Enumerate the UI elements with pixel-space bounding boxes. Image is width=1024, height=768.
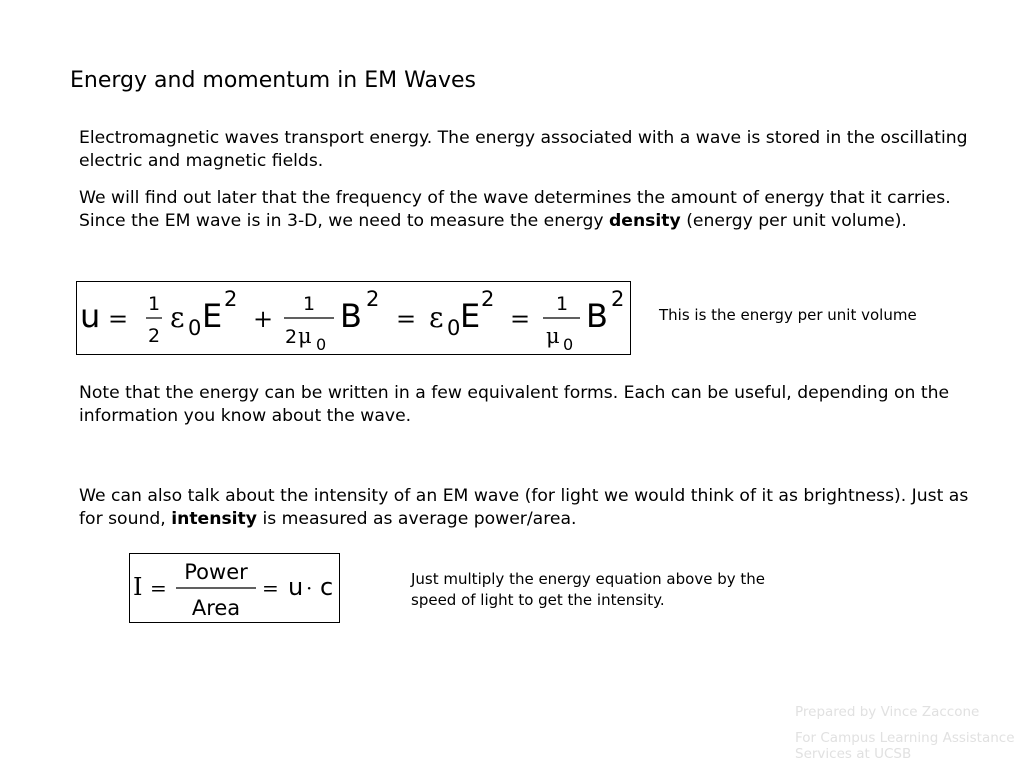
int-equals-2: = xyxy=(262,576,279,600)
int-c: c xyxy=(320,573,334,601)
frac3-numerator: 1 xyxy=(555,293,569,315)
eq-u: u xyxy=(80,297,101,335)
intensity-equation xyxy=(129,553,340,623)
frac2-mu: μ xyxy=(298,324,312,348)
eq-B-exponent-2: 2 xyxy=(611,287,625,311)
eq-E-exponent-2: 2 xyxy=(481,287,495,311)
frac1-numerator: 1 xyxy=(147,293,161,315)
frac2-coefficient: 2 xyxy=(285,326,298,348)
int-I: I xyxy=(133,573,143,601)
eq-equals-3: = xyxy=(510,305,531,333)
int-u: u xyxy=(288,573,304,601)
energy-density-equation xyxy=(76,281,631,355)
frac2-numerator: 1 xyxy=(302,293,316,315)
int-equals-1: = xyxy=(150,576,167,600)
energy-density-text-start: We will find out later that the frequency of the wave determines the amount of energy that it carries. Since the EM wave is in 3-D, we need to measure the energy xyxy=(79,188,951,231)
eq-E-exponent-1: 2 xyxy=(224,287,238,311)
int-numerator: Power xyxy=(184,560,248,584)
equivalent-forms-paragraph: Note that the energy can be written in a few equivalent forms. Each can be useful, depending on the information you know about the wave. xyxy=(79,383,950,426)
intensity-text-start: We can also talk about the intensity of an EM wave (for light we would think of it as brightness). Just as for sound, xyxy=(79,486,969,529)
frac3-mu: μ xyxy=(546,324,560,348)
eq-B-2: B xyxy=(586,297,608,335)
eq-epsilon-sub-1: 0 xyxy=(188,316,202,340)
eq-plus: + xyxy=(253,305,274,333)
intensity-emphasis: intensity xyxy=(171,509,257,529)
eq-E-1: E xyxy=(202,297,223,335)
eq-equals-1: = xyxy=(108,305,129,333)
footer-author: Prepared by Vince Zaccone xyxy=(795,704,980,720)
intensity-equation-note: Just multiply the energy equation above by the speed of light to get the intensity. xyxy=(411,570,765,609)
eq-equals-2: = xyxy=(396,305,417,333)
eq-epsilon-1: ε xyxy=(170,301,185,334)
density-emphasis: density xyxy=(608,211,681,231)
frac3-mu-sub: 0 xyxy=(563,335,574,354)
frac1-denominator: 2 xyxy=(147,325,161,347)
intro-paragraph: Electromagnetic waves transport energy. The energy associated with a wave is stored in the oscillating electric and magnetic fields. xyxy=(79,128,968,171)
eq-B-1: B xyxy=(340,297,362,335)
footer-affiliation: For Campus Learning Assistance Services at UCSB xyxy=(795,730,1015,762)
eq-epsilon-2: ε xyxy=(429,301,444,334)
energy-density-paragraph xyxy=(79,187,994,233)
eq-B-exponent-1: 2 xyxy=(366,287,380,311)
energy-equation-note: This is the energy per unit volume xyxy=(659,306,917,324)
intensity-text-end: is measured as average power/area. xyxy=(256,509,577,529)
frac2-mu-sub: 0 xyxy=(316,335,327,354)
eq-epsilon-sub-2: 0 xyxy=(447,316,461,340)
int-dot: · xyxy=(306,576,313,600)
eq-E-2: E xyxy=(460,297,481,335)
int-denominator: Area xyxy=(191,596,241,620)
slide-title: Energy and momentum in EM Waves xyxy=(70,68,476,93)
intensity-paragraph xyxy=(79,485,994,531)
energy-density-text-end: (energy per unit volume). xyxy=(680,211,907,231)
